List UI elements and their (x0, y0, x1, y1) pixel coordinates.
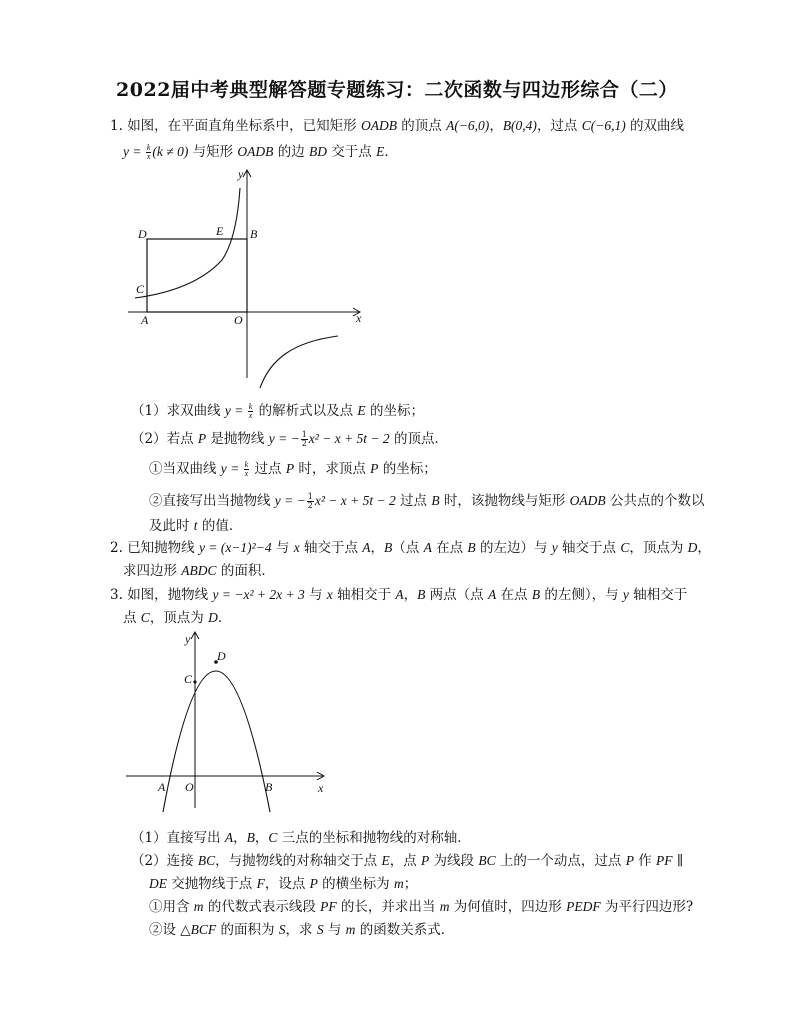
text: ，与抛物线的对称轴交于点 (215, 853, 382, 869)
text: 如图，在平面直角坐标系中，已知矩形 (127, 118, 361, 134)
text: ， (254, 830, 269, 846)
text: 的横坐标为 (317, 876, 394, 892)
text: 为平行四边形? (600, 899, 694, 915)
fig3-label-O: O (185, 780, 194, 794)
text: 三点的坐标和抛物线的对称轴． (277, 830, 471, 846)
math: y (622, 587, 629, 602)
text: ， (403, 587, 418, 603)
text: ． (217, 610, 232, 626)
math: C(−6,1) (581, 118, 626, 133)
text: ； (403, 876, 418, 892)
text: ②设 (149, 922, 181, 938)
fig3-parabola-curve (163, 671, 270, 812)
text: ，求 (285, 922, 317, 938)
numerator: k (244, 460, 249, 469)
math: B (417, 587, 426, 602)
math: x (326, 587, 333, 602)
numerator: k (248, 402, 253, 411)
numerator: 1 (307, 492, 313, 501)
math: y = − (268, 431, 300, 446)
math: P (370, 461, 379, 476)
fig3-point-C (193, 680, 196, 683)
text: 的解析式以及点 (254, 403, 358, 419)
text: 的坐标； (365, 403, 424, 419)
math: y = (123, 144, 145, 159)
math: m (439, 899, 450, 914)
math: D (208, 610, 218, 625)
text: ，过点 (536, 118, 582, 134)
q3-sub2-cont (149, 874, 417, 894)
math: BC (197, 853, 216, 868)
text: 的代数式表示线段 (203, 899, 321, 915)
text: 时，该抛物线与矩形 (439, 493, 570, 509)
math: x² − x + 5t − 2 (308, 431, 390, 446)
math: x (293, 540, 300, 555)
fig3-label-y: y (185, 632, 191, 646)
text: 的顶点． (389, 431, 448, 447)
math: y = (224, 403, 247, 418)
fig1-label-E: E (216, 224, 224, 238)
text: 的左边）与 (475, 540, 552, 556)
q3-number: 3. (110, 587, 123, 603)
text: ∥ (672, 853, 684, 869)
math: OADB (569, 493, 606, 508)
math: OADB (237, 144, 274, 159)
fig1-label-y: y (238, 167, 244, 181)
text: ， (489, 118, 503, 134)
text: 交于点 (327, 144, 377, 160)
fig1-label-D: D (138, 227, 147, 241)
denominator: x (244, 469, 249, 478)
text: 公共点的个数以 (605, 493, 705, 509)
text: 的边 (273, 144, 310, 160)
text: 作 (633, 853, 657, 869)
text: 轴相交于 (332, 587, 396, 603)
math: B (467, 540, 476, 555)
math: A(−6,0) (446, 118, 490, 133)
math: m (345, 922, 356, 937)
math: PF (320, 899, 337, 914)
text: 交抛物线于点 (167, 876, 257, 892)
math: A (487, 587, 497, 602)
fig3-label-B: B (265, 780, 273, 794)
text: 的长，并求出当 (336, 899, 440, 915)
text: ①用含 (149, 899, 194, 915)
q3-sub2-part1 (149, 897, 693, 917)
math: B (531, 587, 541, 602)
page-title: 2022届中考典型解答题专题练习：二次函数与四边形综合（二） (116, 79, 678, 101)
q3-sub1 (131, 828, 471, 848)
text: 如图，抛物线 (127, 587, 213, 603)
math: A (423, 540, 432, 555)
fig1-label-A: A (141, 313, 149, 327)
text: 轴交于点 (299, 540, 363, 556)
text: ，顶点为 (149, 610, 209, 626)
math: BD (309, 144, 328, 159)
math: D (687, 540, 698, 555)
text: 与 (271, 540, 294, 556)
text: 为何值时，四边形 (449, 899, 567, 915)
text: ． (384, 144, 398, 160)
text: 是抛物线 (206, 431, 269, 447)
text: 时，求顶点 (294, 461, 371, 477)
text: （1）直接写出 (131, 830, 225, 846)
math: m (193, 899, 204, 914)
text: ， (697, 540, 711, 556)
math: x² − x + 5t − 2 (314, 493, 396, 508)
text: 的双曲线 (625, 118, 685, 134)
text: （2）若点 (131, 431, 198, 447)
math: E (357, 403, 366, 418)
math: BC (478, 853, 496, 868)
fig1-label-x: x (356, 311, 362, 325)
math: S (316, 922, 324, 937)
math: y = (220, 461, 243, 476)
text: 及此时 (149, 518, 194, 534)
math: C (268, 830, 278, 845)
math: E (381, 853, 390, 868)
text: 的面积． (216, 563, 275, 579)
text: ，点 (389, 853, 421, 869)
text: 求四边形 (123, 563, 182, 579)
text: ②直接写出当抛物线 (149, 493, 275, 509)
math: P (421, 853, 430, 868)
q3-sub2 (131, 851, 683, 871)
text: 上的一个动点，过点 (495, 853, 626, 869)
text: 的值． (197, 518, 243, 534)
math: OADB (360, 118, 397, 133)
math: B (431, 493, 440, 508)
text: 的左侧），与 (540, 587, 623, 603)
fig3-label-x: x (318, 781, 324, 795)
math: E (376, 144, 385, 159)
math: PF (656, 853, 673, 868)
text: 已知抛物线 (127, 540, 199, 556)
math: B (246, 830, 255, 845)
q2-number: 2. (110, 540, 123, 556)
text: ， (370, 540, 385, 556)
fig1-label-C: C (136, 282, 145, 296)
text: 在点 (496, 587, 532, 603)
math: A (362, 540, 371, 555)
text: （点 (392, 540, 424, 556)
text: 轴相交于 (628, 587, 688, 603)
text: 在点 (431, 540, 468, 556)
text: 与矩形 (188, 144, 238, 160)
math: PEDF (566, 899, 601, 914)
text: 的函数关系式． (355, 922, 455, 938)
math: C (620, 540, 630, 555)
math: t (193, 518, 198, 533)
text: 的坐标； (378, 461, 437, 477)
math: y (551, 540, 558, 555)
text: 点 (123, 610, 141, 626)
denominator: 2 (301, 439, 307, 448)
math: DE (149, 876, 167, 891)
text: 与 (304, 587, 327, 603)
denominator: x (146, 152, 151, 161)
math: y = (x−1)²−4 (198, 540, 272, 555)
text: ①当双曲线 (149, 461, 221, 477)
math: C (140, 610, 150, 625)
fig3-label-D: D (217, 649, 226, 663)
fig1-label-O: O (234, 313, 243, 327)
text: 的顶点 (396, 118, 447, 134)
math: A (395, 587, 404, 602)
text: 过点 (395, 493, 432, 509)
denominator: x (248, 411, 253, 420)
math: A (224, 830, 234, 845)
text: 过点 (250, 461, 286, 477)
math: P (625, 853, 634, 868)
text: （2）连接 (131, 853, 198, 869)
math: ABDC (181, 563, 217, 578)
math: B (384, 540, 393, 555)
text: ，设点 (264, 876, 310, 892)
text: 为线段 (429, 853, 479, 869)
math: m (393, 876, 404, 891)
text: ，顶点为 (629, 540, 688, 556)
math: S (278, 922, 286, 937)
math: P (285, 461, 295, 476)
text: 轴交于点 (557, 540, 621, 556)
fig3-label-C: C (184, 672, 193, 686)
math: y = −x² + 2x + 3 (212, 587, 305, 602)
q1-number: 1. (110, 118, 123, 134)
math: (k ≠ 0) (152, 144, 189, 159)
math: △BCF (180, 922, 217, 937)
numerator: k (146, 143, 151, 152)
math: B(0,4) (502, 118, 537, 133)
math: P (309, 876, 318, 891)
text: （1）求双曲线 (131, 403, 225, 419)
text: 两点（点 (425, 587, 488, 603)
text: ， (233, 830, 247, 846)
fig1-label-B: B (250, 227, 258, 241)
text: 的面积为 (216, 922, 279, 938)
math: F (256, 876, 265, 891)
numerator: 1 (301, 430, 307, 439)
q3-sub2-part2 (149, 920, 454, 940)
denominator: 2 (307, 501, 313, 510)
math: y = − (274, 493, 306, 508)
text: 与 (323, 922, 346, 938)
math: P (197, 431, 207, 446)
fig3-label-A: A (158, 780, 166, 794)
